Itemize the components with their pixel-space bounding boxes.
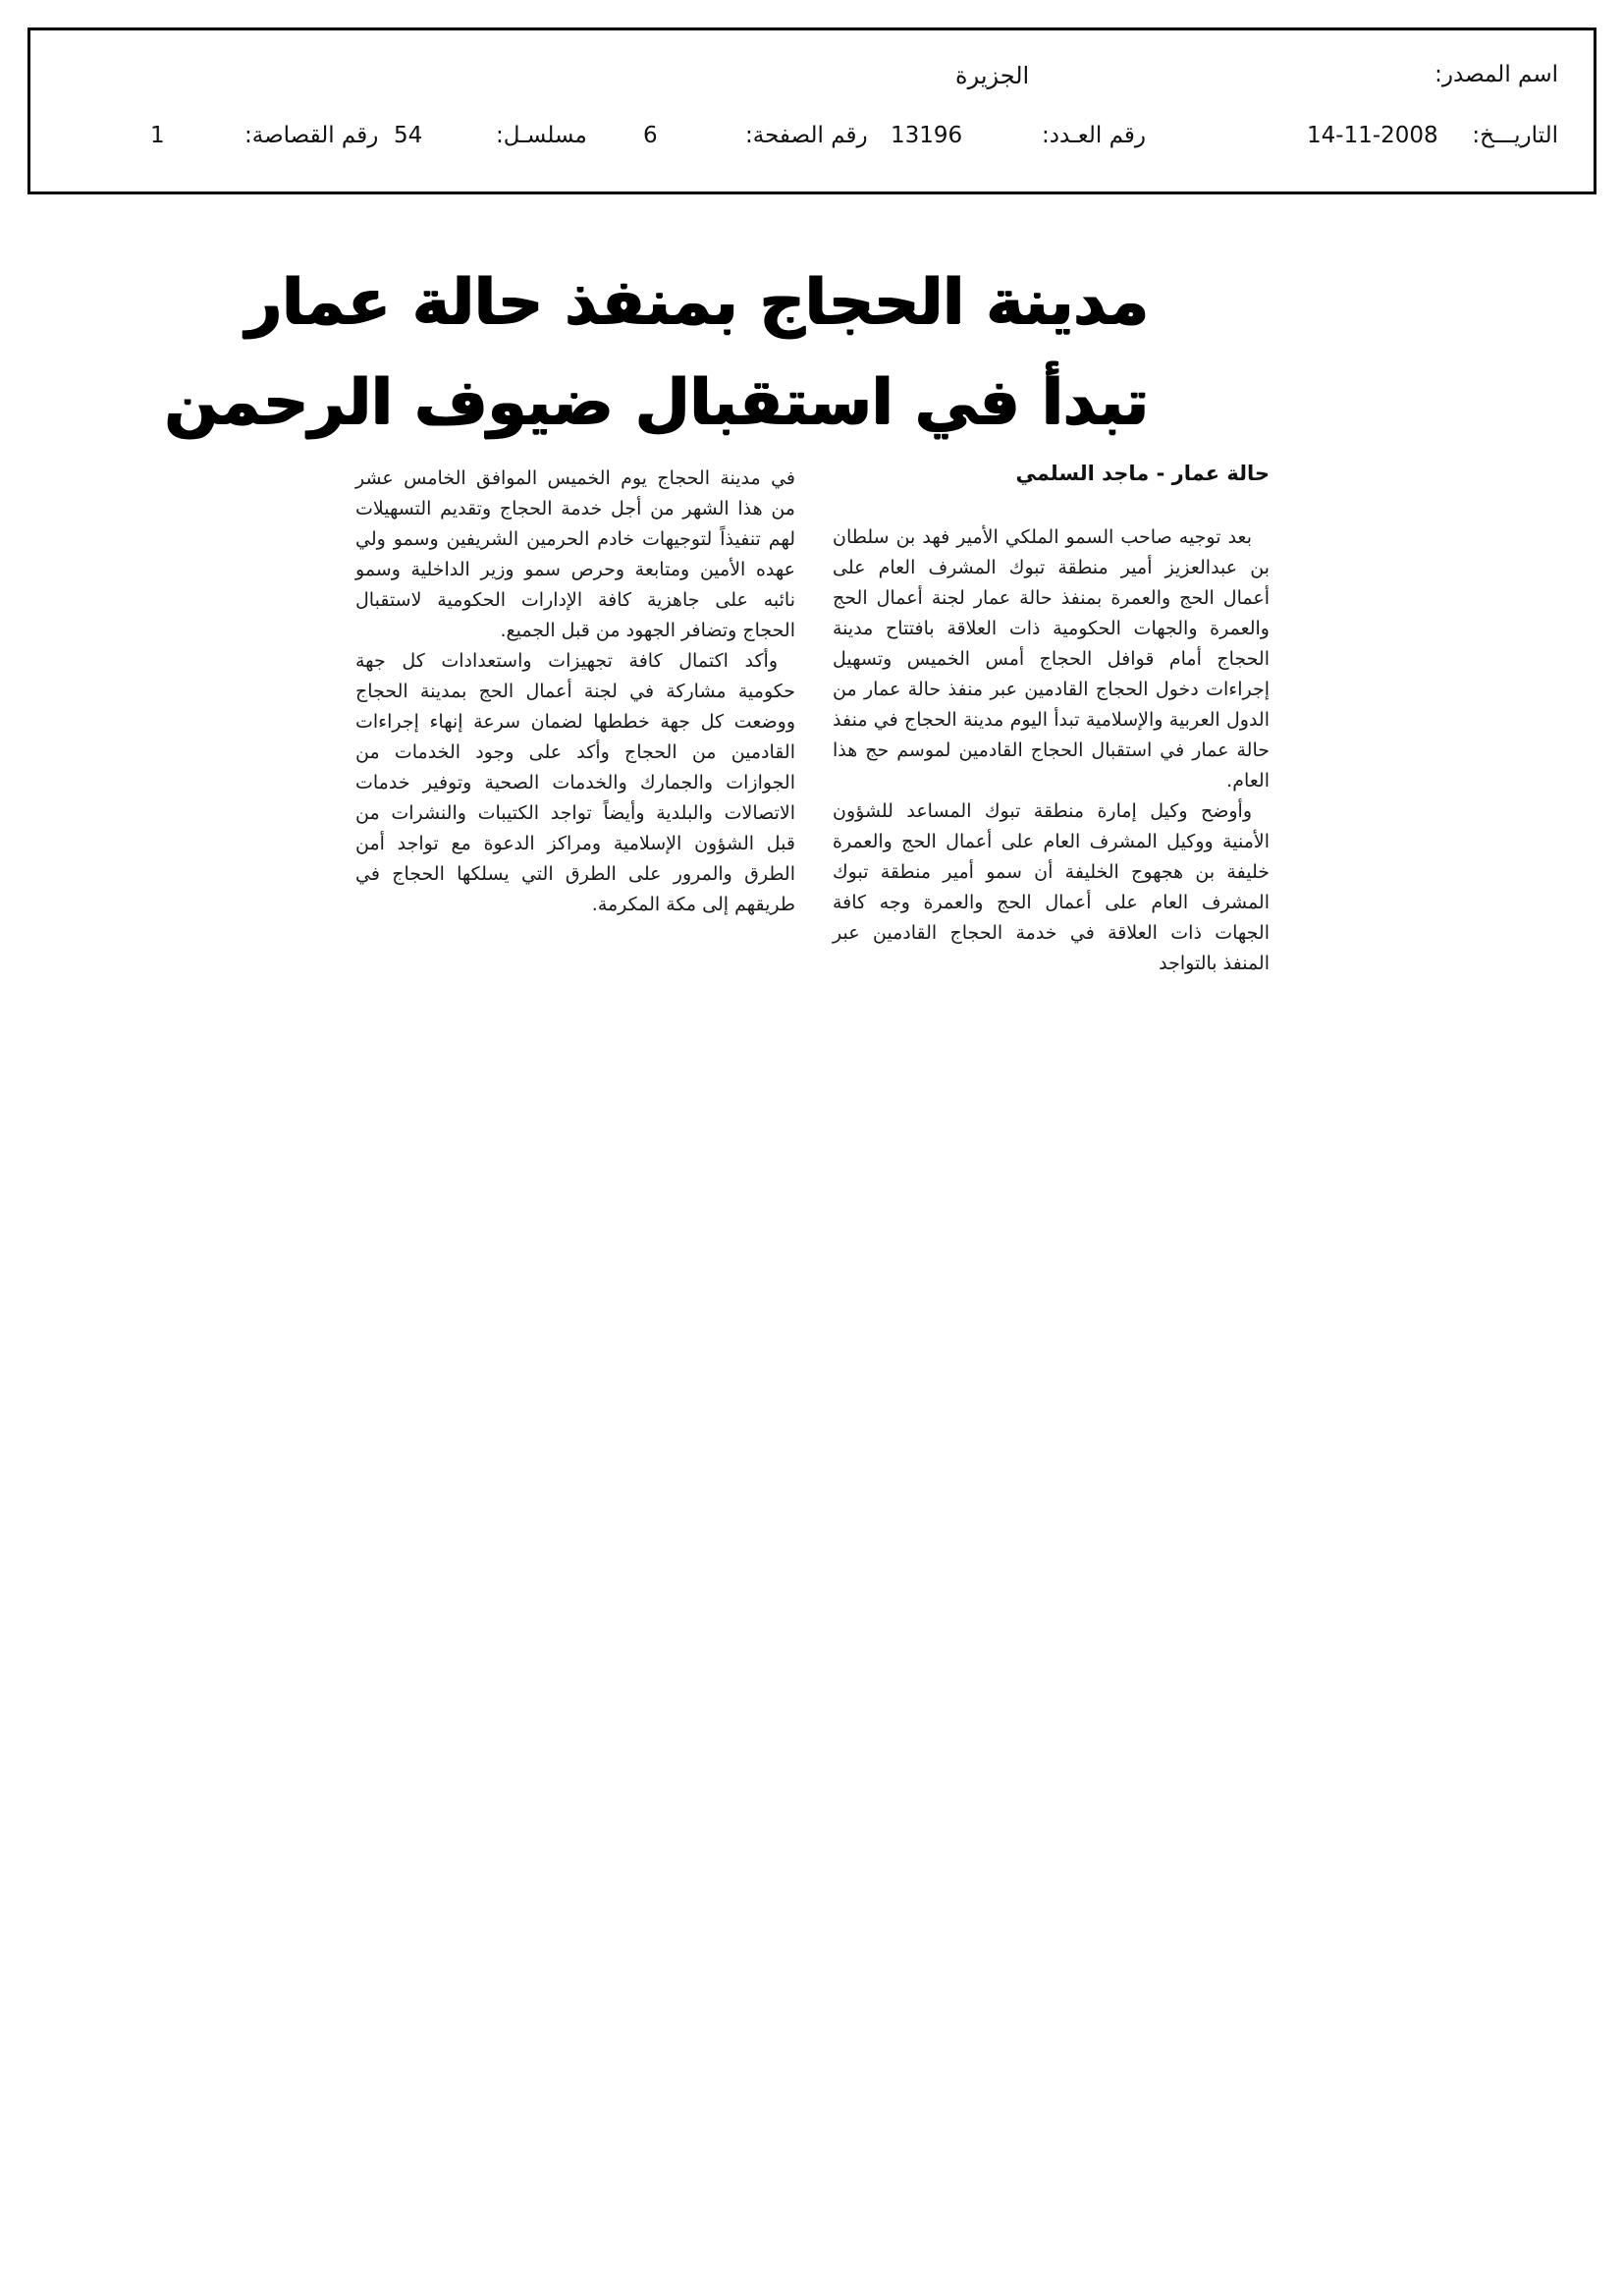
paragraph: بعد توجيه صاحب السمو الملكي الأمير فهد بن سلطان بن عبدالعزيز أمير منطقة تبوك المشرف العام على أعمال الحج والعمرة بمنفذ حالة عمار لجنة أعمال الحج والعمرة والجهات الحكومية ذات العلاقة بافتتاح مدينة الحجاج أمام قوافل الحجاج أمس الخميس وتسهيل إجراءات دخول الحجاج القادمين عبر منفذ حالة عمار من الدول العربية والإسلامية تبدأ اليوم مدينة الحجاج في منفذ حالة عمار في استقبال الحجاج القادمين لموسم حج هذا العام. [833,526,1270,792]
paragraph: وأكد اكتمال كافة تجهيزات واستعدادات كل جهة حكومية مشاركة في لجنة أعمال الحج بمدينة الحجاج ووضعت كل جهة خططها لضمان سرعة إنهاء إجراءات القادمين من الحجاج وأكد على وجود الخدمات من الجوازات والجمارك والخدمات الصحية وتوفير خدمات الاتصالات والبلدية وأيضاً تواجد الكتيبات والنشرات من قبل الشؤون الإسلامية ومراكز الدعوة مع تواجد أمن الطرق والمرور على الطرق التي يسلكها الحجاج في طريقهم إلى مكة المكرمة. [355,650,795,915]
headline-line-2: تبدأ في استقبال ضيوف الرحمن [164,366,1149,439]
page-label: رقم الصفحة: [745,123,868,148]
headline-line-1: مدينة الحجاج بمنفذ حالة عمار [245,266,1149,339]
clipping-header-box [27,27,1596,194]
date-value: 14-11-2008 [1307,123,1438,148]
serial-value: 54 [394,123,423,148]
clip-value: 1 [150,123,165,148]
page-value: 6 [643,123,658,148]
source-value: الجزيرة [955,62,1030,89]
source-label: اسم المصدر: [1434,62,1558,87]
byline: حالة عمار - ماجد السلمي [1015,462,1270,485]
paragraph: وأوضح وكيل إمارة منطقة تبوك المساعد للشؤون الأمنية ووكيل المشرف العام على أعمال الحج والعمرة خليفة بن هجهوج الخليفة أن سمو أمير منطقة تبوك المشرف العام على أعمال الحج والعمرة وجه كافة الجهات ذات العلاقة في خدمة الحجاج القادمين عبر المنفذ بالتواجد [833,800,1270,974]
article-column-left [355,464,795,920]
date-label: التاريـــخ: [1472,123,1558,148]
issue-label: رقم العـدد: [1042,123,1147,148]
serial-label: مسلسـل: [496,123,587,148]
article-column-right [833,522,1270,979]
paragraph: في مدينة الحجاج يوم الخميس الموافق الخامس عشر من هذا الشهر من أجل خدمة الحجاج وتقديم التسهيلات لهم تنفيذاً لتوجيهات خادم الحرمين الشريفين وسمو ولي عهده الأمين ومتابعة وحرص سمو وزير الداخلية وسمو نائبه على جاهزية كافة الإدارات الحكومية لاستقبال الحجاج وتضافر الجهود من قبل الجميع. [355,467,795,641]
clip-label: رقم القصاصة: [244,123,379,148]
issue-value: 13196 [891,123,963,148]
